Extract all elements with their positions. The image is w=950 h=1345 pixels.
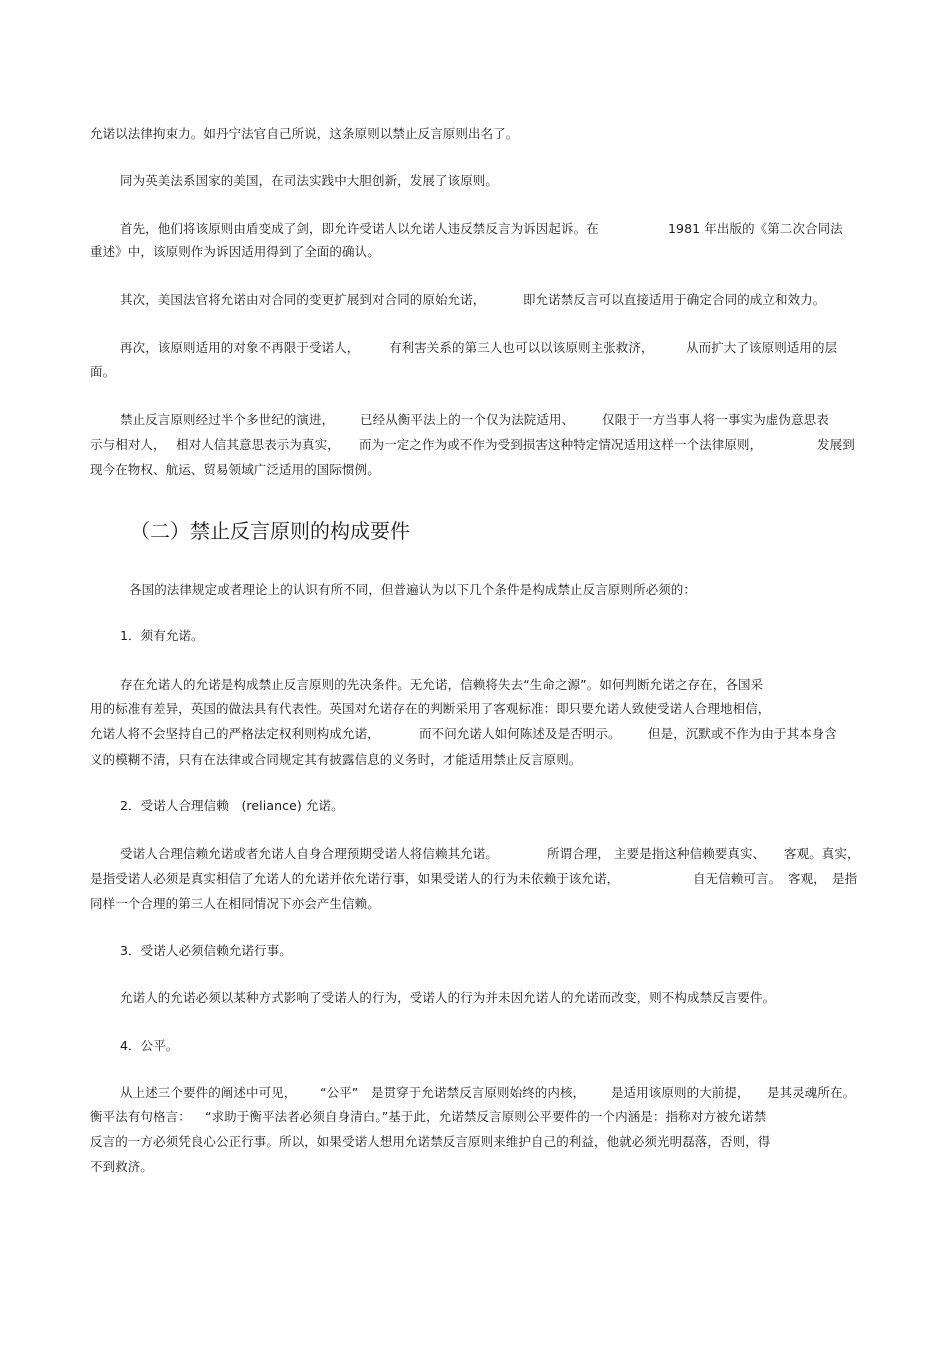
- item1-body-b: 用的标准有差异，英国的做法具有代表性。英国对允诺存在的判断采用了客观标准：即只要允诺人致使受诺人合理地相信，: [90, 701, 771, 716]
- paragraph-third-d: 面。: [90, 364, 116, 379]
- item2-body-d: 客观。真实，: [784, 846, 860, 861]
- section-heading: （二）禁止反言原则的构成要件: [130, 519, 410, 543]
- item1-body-c: 允诺人将不会坚持自己的严格法定权利则构成允诺，: [90, 726, 380, 741]
- item4-body-f: 衡平法有句格言：: [90, 1109, 191, 1124]
- paragraph-fourth-b: 已经从衡平法上的一个仅为法院适用、: [360, 412, 575, 427]
- item2-body-c: 主要是指这种信赖要真实、: [614, 846, 766, 861]
- paragraph-intro2: 各国的法律规定或者理论上的认识有所不同，但普遍认为以下几个条件是构成禁止反言原则所必须的：: [129, 582, 697, 597]
- item1-body-e: 但是，沉默或不作为由于其本身含: [648, 726, 838, 741]
- intro-line: 允诺以法律拘束力。如丹宁法官自己所说，这条原则以禁止反言原则出名了。: [90, 126, 519, 141]
- paragraph-second-b: 即允诺禁反言可以直接适用于确定合同的成立和效力。: [523, 292, 826, 307]
- paragraph-fourth-f: 而为一定之作为或不作为受到损害这种特定情况适用这样一个法律原则，: [359, 437, 763, 452]
- item2-body-b: 所谓合理，: [547, 846, 611, 861]
- paragraph-first-line-1a: 首先，他们将该原则由盾变成了剑，即允许受诺人以允诺人违反禁反言为诉因起诉。在: [120, 221, 599, 236]
- item4-body-b: “公平”: [320, 1085, 359, 1100]
- item2-body-g: 客观，: [788, 871, 826, 886]
- item2-body-i: 同样一个合理的第三人在相同情况下亦会产生信赖。: [90, 896, 380, 911]
- item3-body: 允诺人的允诺必须以某种方式影响了受诺人的行为，受诺人的行为并未因允诺人的允诺而改变，则不构成禁反言要件。: [120, 990, 776, 1005]
- item3-title: 3．受诺人必须信赖允诺行事。: [120, 943, 292, 958]
- item2-body-h: 是指: [832, 871, 858, 886]
- item4-body-g: “求助于衡平法者必须自身清白。”基于此，允诺禁反言原则公平要件的一个内涵是：指称对方被允诺禁: [205, 1109, 767, 1124]
- item1-title: 1．须有允诺。: [120, 628, 204, 643]
- paragraph-second-a: 其次，美国法官将允诺由对合同的变更扩展到对合同的原始允诺，: [120, 292, 486, 307]
- paragraph-fourth-h: 现今在物权、航运、贸易领域广泛适用的国际惯例。: [90, 462, 380, 477]
- paragraph-fourth-e: 相对人信其意思表示为真实，: [176, 437, 340, 452]
- paragraph-third-c: 从而扩大了该原则适用的层: [686, 340, 838, 355]
- paragraph-first-line-2: 重述》中，该原则作为诉因适用得到了全面的确认。: [90, 244, 380, 259]
- item4-title: 4．公平。: [120, 1038, 179, 1053]
- item4-body-h: 反言的一方必须凭良心公正行事。所以，如果受诺人想用允诺禁反言原则来维护自己的利益，他就必须光明磊落，否则，得: [90, 1134, 771, 1149]
- paragraph-first-line-1b: 1981 年出版的《第二次合同法: [668, 221, 843, 236]
- paragraph-fourth-a: 禁止反言原则经过半个多世纪的演进，: [120, 412, 335, 427]
- item4-body-c: 是贯穿于允诺禁反言原则始终的内核，: [371, 1085, 586, 1100]
- paragraph-fourth-c: 仅限于一方当事人将一事实为虚伪意思表: [602, 412, 829, 427]
- item2-body-e: 是指受诺人必须是真实相信了允诺人的允诺并依允诺行事，如果受诺人的行为未依赖于该允诺，: [90, 871, 620, 886]
- item4-body-d: 是适用该原则的大前提，: [611, 1085, 750, 1100]
- paragraph-usa: 同为英美法系国家的美国，在司法实践中大胆创新，发展了该原则。: [120, 173, 499, 188]
- item1-body-f: 义的模糊不清，只有在法律或合同规定其有披露信息的义务时，才能适用禁止反言原则。: [90, 752, 582, 767]
- item1-body-a: 存在允诺人的允诺是构成禁止反言原则的先决条件。无允诺，信赖将失去“生命之源”。如何判断允诺之存在，各国采: [120, 677, 764, 692]
- item2-title: 2．受诺人合理信赖 (reliance) 允诺。: [120, 798, 344, 813]
- paragraph-fourth-g: 发展到: [817, 437, 855, 452]
- paragraph-fourth-d: 示与相对人，: [90, 437, 166, 452]
- item1-body-d: 而不问允诺人如何陈述及是否明示。: [419, 726, 621, 741]
- paragraph-third-a: 再次，该原则适用的对象不再限于受诺人，: [120, 340, 360, 355]
- item2-body-f: 自无信赖可言。: [693, 871, 782, 886]
- item4-body-a: 从上述三个要件的阐述中可见，: [120, 1085, 297, 1100]
- item2-body-a: 受诺人合理信赖允诺或者允诺人自身合理预期受诺人将信赖其允诺。: [120, 846, 499, 861]
- item4-body-e: 是其灵魂所在。: [767, 1085, 856, 1100]
- item4-body-i: 不到救济。: [90, 1159, 154, 1174]
- paragraph-third-b: 有利害关系的第三人也可以以该原则主张救济，: [389, 340, 654, 355]
